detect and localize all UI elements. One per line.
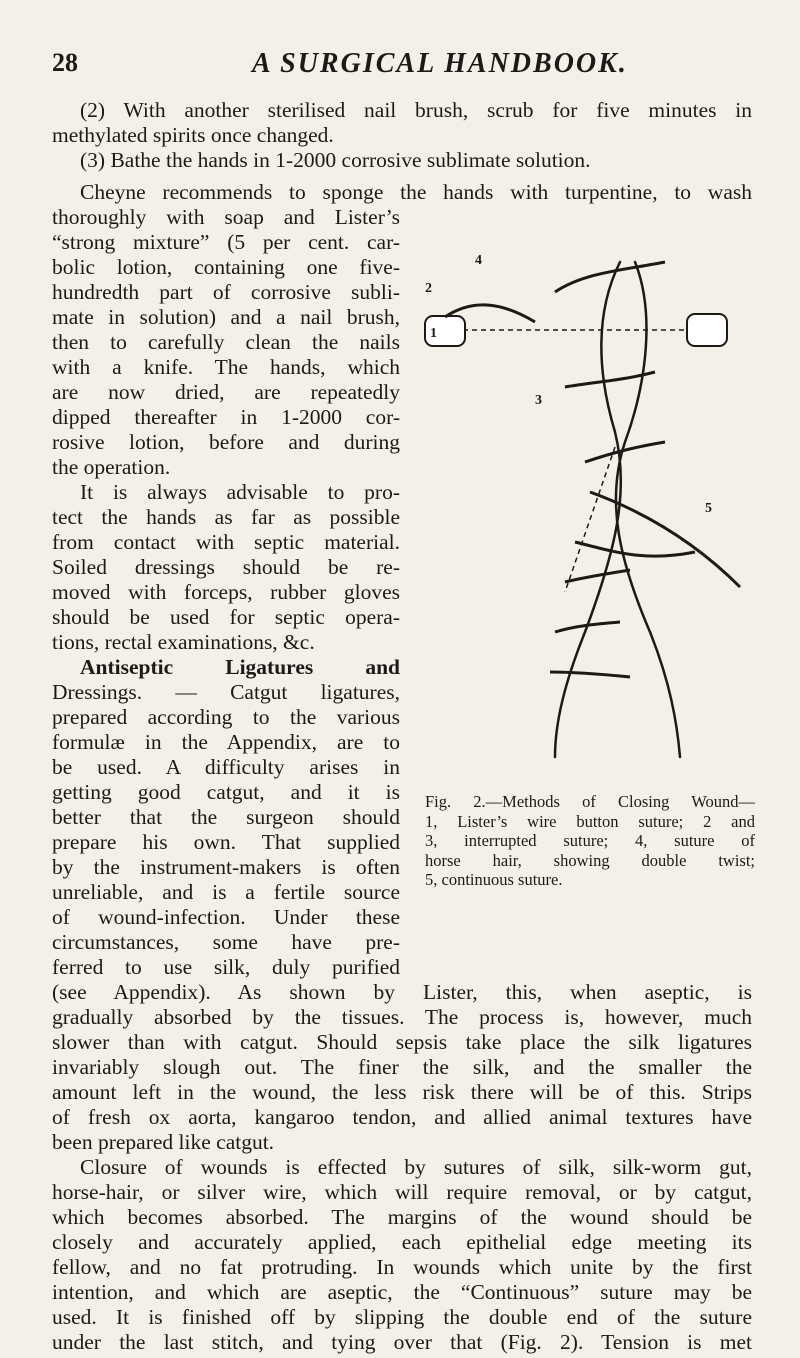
text-line: ferred to use silk, duly purified	[52, 955, 400, 979]
running-header	[52, 48, 752, 88]
text-line: It is always advisable to pro-	[80, 480, 400, 504]
text-line: thoroughly with soap and Lister’s	[52, 205, 400, 229]
text-line: invariably slough out. The finer the silk, and the smaller the	[52, 1055, 752, 1079]
text-line: better that the surgeon should	[52, 805, 400, 829]
text-line: used. It is finished off by slipping the double end of the suture	[52, 1305, 752, 1329]
text-line: be used. A difficulty arises in	[52, 755, 400, 779]
text-line: Dressings. — Catgut ligatures,	[52, 680, 400, 704]
text-line: (2) With another sterilised nail brush, scrub for five minutes in	[80, 98, 752, 122]
text-line: closely and accurately applied, each epithelial edge meeting its	[52, 1230, 752, 1254]
suture-line	[565, 447, 615, 592]
text-line: with a knife. The hands, which	[52, 355, 400, 379]
figure-caption	[425, 792, 755, 890]
text-line: unreliable, and is a fertile source	[52, 880, 400, 904]
caption-line: 5, continuous suture.	[425, 870, 563, 889]
caption-line: horse hair, showing double twist;	[425, 850, 755, 870]
text-line: tect the hands as far as possible	[52, 505, 400, 529]
text-line: from contact with septic material.	[52, 530, 400, 554]
text-line: slower than with catgut. Should sepsis take place the silk ligatures	[52, 1030, 752, 1054]
page-number: 28	[52, 48, 78, 77]
text-line: then to carefully clean the nails	[52, 330, 400, 354]
section-heading: Antiseptic Ligatures and	[80, 655, 400, 679]
text-line: of fresh ox aorta, kangaroo tendon, and allied animal textures have	[52, 1105, 752, 1129]
caption-line: 1, Lister’s wire button suture; 2 and	[425, 811, 755, 831]
text-line: under the last stitch, and tying over that (Fig. 2). Tension is met	[52, 1330, 752, 1354]
text-line: (see Appendix). As shown by Lister, this, when aseptic, is	[52, 980, 752, 1004]
figure-label: 1	[430, 326, 437, 341]
text-line: horse-hair, or silver wire, which will require removal, or by catgut,	[52, 1180, 752, 1204]
wound-right-edge	[616, 262, 680, 757]
text-line: circumstances, some have pre-	[52, 930, 400, 954]
text-line: fellow, and no fat protruding. In wounds which unite by the first	[52, 1255, 752, 1279]
running-title: A SURGICAL HANDBOOK.	[252, 48, 628, 79]
text-line: gradually absorbed by the tissues. The process is, however, much	[52, 1005, 752, 1029]
caption-line: Fig. 2.—Methods of Closing Wound—	[425, 792, 755, 811]
text-line: Soiled dressings should be re-	[52, 555, 400, 579]
text-line: Cheyne recommends to sponge the hands with turpentine, to wash	[80, 180, 752, 204]
text-line: tions, rectal examinations, &c.	[52, 630, 315, 654]
figure-label: 5	[705, 501, 712, 516]
wound-left-edge	[555, 262, 621, 757]
text-line: should be used for septic opera-	[52, 605, 400, 629]
text-line: mate in solution) and a nail brush,	[52, 305, 400, 329]
text-line: rosive lotion, before and during	[52, 430, 400, 454]
figure-label: 3	[535, 393, 542, 408]
text-line: which becomes absorbed. The margins of the wound should be	[52, 1205, 752, 1229]
suture-methods-figure	[415, 252, 755, 782]
text-line: dipped thereafter in 1-2000 cor-	[52, 405, 400, 429]
text-line: getting good catgut, and it is	[52, 780, 400, 804]
text-line: of wound-infection. Under these	[52, 905, 400, 929]
text-line: are now dried, are repeatedly	[52, 380, 400, 404]
figure-label: 4	[475, 253, 482, 268]
text-line: methylated spirits once changed.	[52, 123, 334, 147]
text-line: bolic lotion, containing one five-	[52, 255, 400, 279]
text-line: moved with forceps, rubber gloves	[52, 580, 400, 604]
text-line: formulæ in the Appendix, are to	[52, 730, 400, 754]
text-line: prepare his own. That supplied	[52, 830, 400, 854]
text-line: hundredth part of corrosive subli-	[52, 280, 400, 304]
caption-line: 3, interrupted suture; 4, suture of	[425, 831, 755, 850]
text-line: the operation.	[52, 455, 171, 479]
text-line: “strong mixture” (5 per cent. car-	[52, 230, 400, 254]
text-line: by the instrument-makers is often	[52, 855, 400, 879]
figure-label: 2	[425, 281, 432, 296]
text-line: prepared according to the various	[52, 705, 400, 729]
text-line: amount left in the wound, the less risk there will be of this. Strips	[52, 1080, 752, 1104]
text-line: been prepared like catgut.	[52, 1130, 275, 1154]
text-line: intention, and which are aseptic, the “Continuous” suture may be	[52, 1280, 752, 1304]
text-line: (3) Bathe the hands in 1-2000 corrosive sublimate solution.	[80, 148, 591, 172]
text-line: Closure of wounds is effected by sutures of silk, silk-worm gut,	[80, 1155, 752, 1179]
